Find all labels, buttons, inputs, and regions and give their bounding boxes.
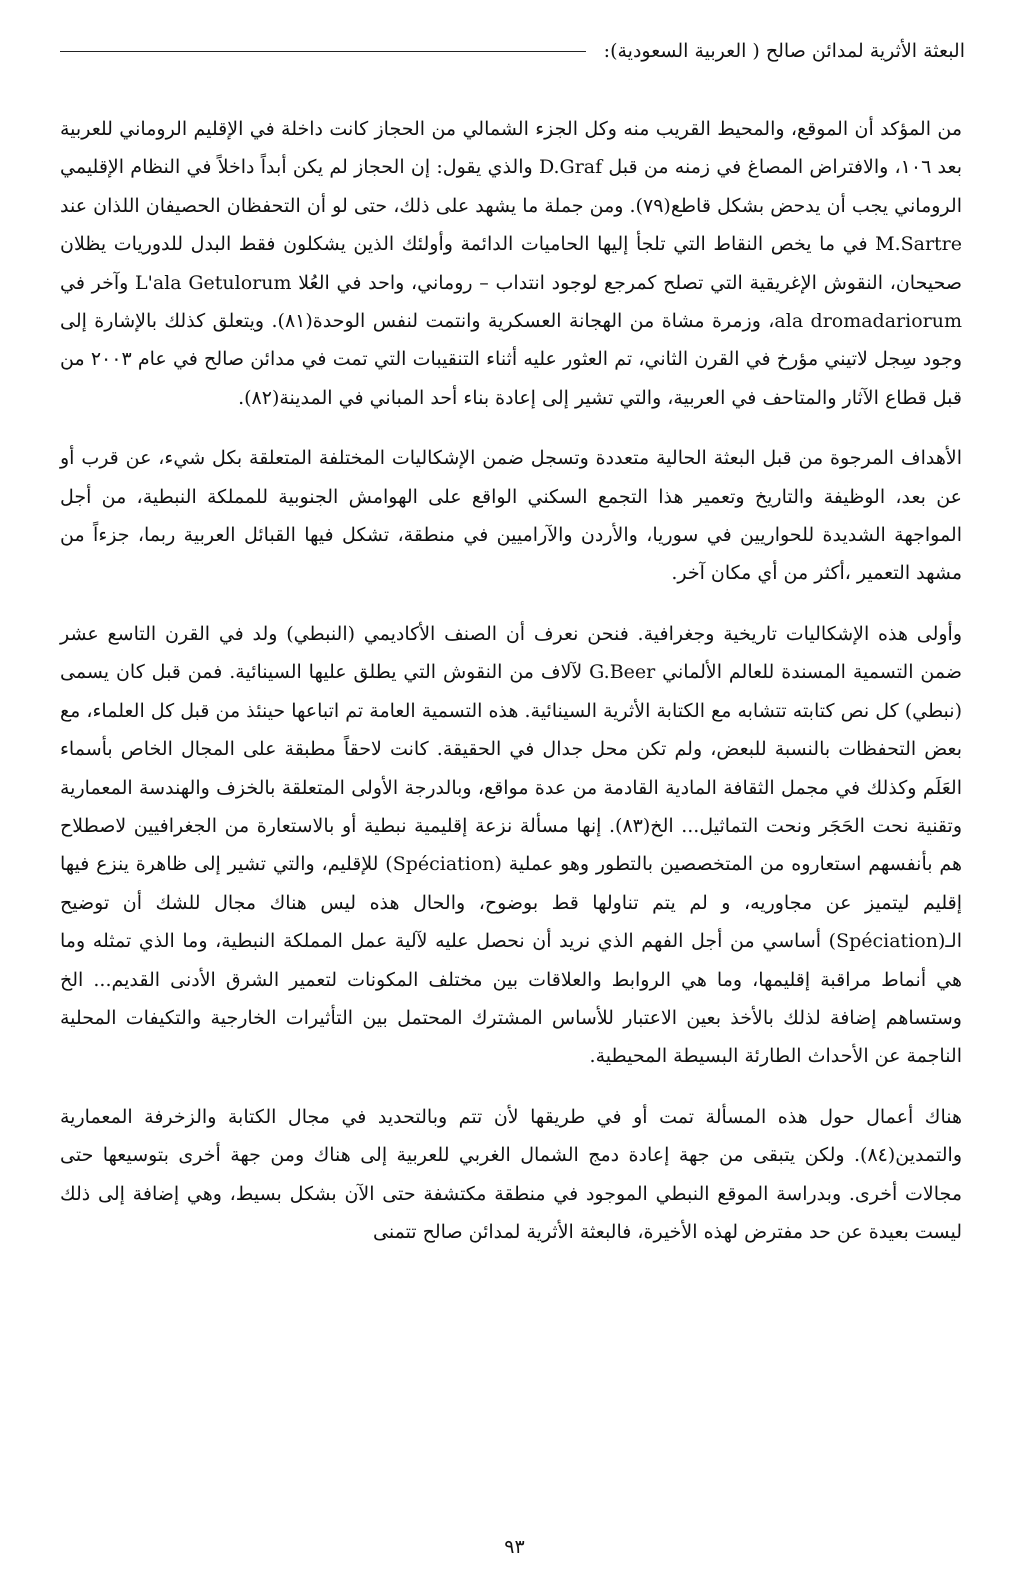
header-title: البعثة الأثرية لمدائن صالح ( العربية السعودية): xyxy=(603,40,965,62)
paragraph-1: من المؤكد أن الموقع، والمحيط القريب منه وكل الجزء الشمالي من الحجاز كانت داخلة في الإقليم الروماني للعربية بعد ١٠٦، والافتراض المصاغ في زمنه من قبل D.Graf والذي يقول: إن الحجاز لم يكن أبداً داخلاً في النظام الإقليمي الروماني يجب أن يدحض بشكل قاطع(٧٩). ومن جملة ما يشهد على ذلك، حتى لو أن التحفظان الحصيفان اللذان عند M.Sartre في ما يخص النقاط التي تلجأ إليها الحاميات الدائمة وأولئك الذين يشكلون فقط البدل للدوريات يظلان صحيحان، النقوش الإغريقية التي تصلح كمرجع لوجود انتداب – روماني، واحد في العُلا L'ala Getulorum وآخر في ala dromadariorum، وزمرة مشاة من الهجانة العسكرية وانتمت لنفس الوحدة(٨١). ويتعلق كذلك بالإشارة إلى وجود سِجل لاتيني مؤرخ في القرن الثاني، تم العثور عليه أثناء التنقيبات التي تمت في مدائن صالح في عام ٢٠٠٣ من قبل قطاع الآثار والمتاحف في العربية، والتي تشير إلى إعادة بناء أحد المباني في المدينة(٨٢). xyxy=(60,118,963,409)
paragraph-4: هناك أعمال حول هذه المسألة تمت أو في طريقها لأن تتم وبالتحديد في مجال الكتابة والزخرفة المعمارية والتمدين(٨٤). ولكن يتبقى من جهة إعادة دمج الشمال الغربي للعربية إلى هناك ومن جهة أخرى بتوسيعها حتى مجالات أخرى. وبدراسة الموقع النبطي الموجود في منطقة مكتشفة حتى الآن بشكل بسيط، وهي إضافة إلى ذلك ليست بعيدة عن حد مفترض لهذه الأخيرة، فالبعثة الأثرية لمدائن صالح تتمنى xyxy=(60,1105,962,1243)
running-header xyxy=(60,40,965,62)
paragraph-3: وأولى هذه الإشكاليات تاريخية وجغرافية. فنحن نعرف أن الصنف الأكاديمي (النبطي) ولد في القرن التاسع عشر ضمن التسمية المسندة للعالم الألماني G.Beer لآلاف من النقوش التي يطلق عليها السينائية. فمن قبل كان يسمى (نبطي) كل نص كتابته تتشابه مع الكتابة الأثرية السينائية. هذه التسمية العامة تم اتباعها حينئذ من قبل كل العلماء، مع بعض التحفظات بالنسبة للبعض، ولم تكن محل جدال في الحقيقة. كانت لاحقاً مطبقة على المجال الخاص بأسماء العَلَم وكذلك في مجمل الثقافة المادية القادمة من عدة مواقع، وبالدرجة الأولى المتعلقة بالخزف والهندسة المعمارية وتقنية نحت الحَجَر ونحت التماثيل... الخ(٨٣). إنها مسألة نزعة إقليمية نبطية أو بالاستعارة من الجغرافيين لاصطلاح هم بأنفسهم استعاروه من المتخصصين بالتطور وهو عملية (Spéciation) للإقليم، والتي تشير إلى ظاهرة ينزع فيها إقليم ليتميز عن مجاوريه، و لم يتم تناولها قط بوضوح، والحال هذه ليس هناك مجال للشك أن توضيح الـ(Spéciation) أساسي من أجل الفهم الذي نريد أن نحصل عليه لآلية عمل المملكة النبطية، وما الذي تمثله وما هي أنماط مراقبة إقليمها، وما هي الروابط والعلاقات بين مختلف المكونات لتعمير الشرق الأدنى القديم... الخ وستساهم إضافة لذلك بالأخذ بعين الاعتبار للأساس المشترك المحتمل بين التأثيرات الخارجية والتكيفات المحلية الناجمة عن الأحداث الطارئة البسيطة المحيطية. xyxy=(60,622,963,1068)
paragraph-2: الأهداف المرجوة من قبل البعثة الحالية متعددة وتسجل ضمن الإشكاليات المختلفة المتعلقة بكل شيء، عن قرب أو عن بعد، الوظيفة والتاريخ وتعمير هذا التجمع السكني الواقع على الهوامش الجنوبية للمملكة النبطية، من أجل المواجهة الشديدة للحواريين في سوريا، والأردن والآراميين في منطقة، تشكل فيها القبائل العربية ربما، جزءاً من مشهد التعمير ،أكثر من أي مكان آخر. xyxy=(60,447,962,585)
body-text xyxy=(60,110,962,1251)
header-rule xyxy=(60,51,586,52)
page-number: ٩٣ xyxy=(504,1536,525,1558)
